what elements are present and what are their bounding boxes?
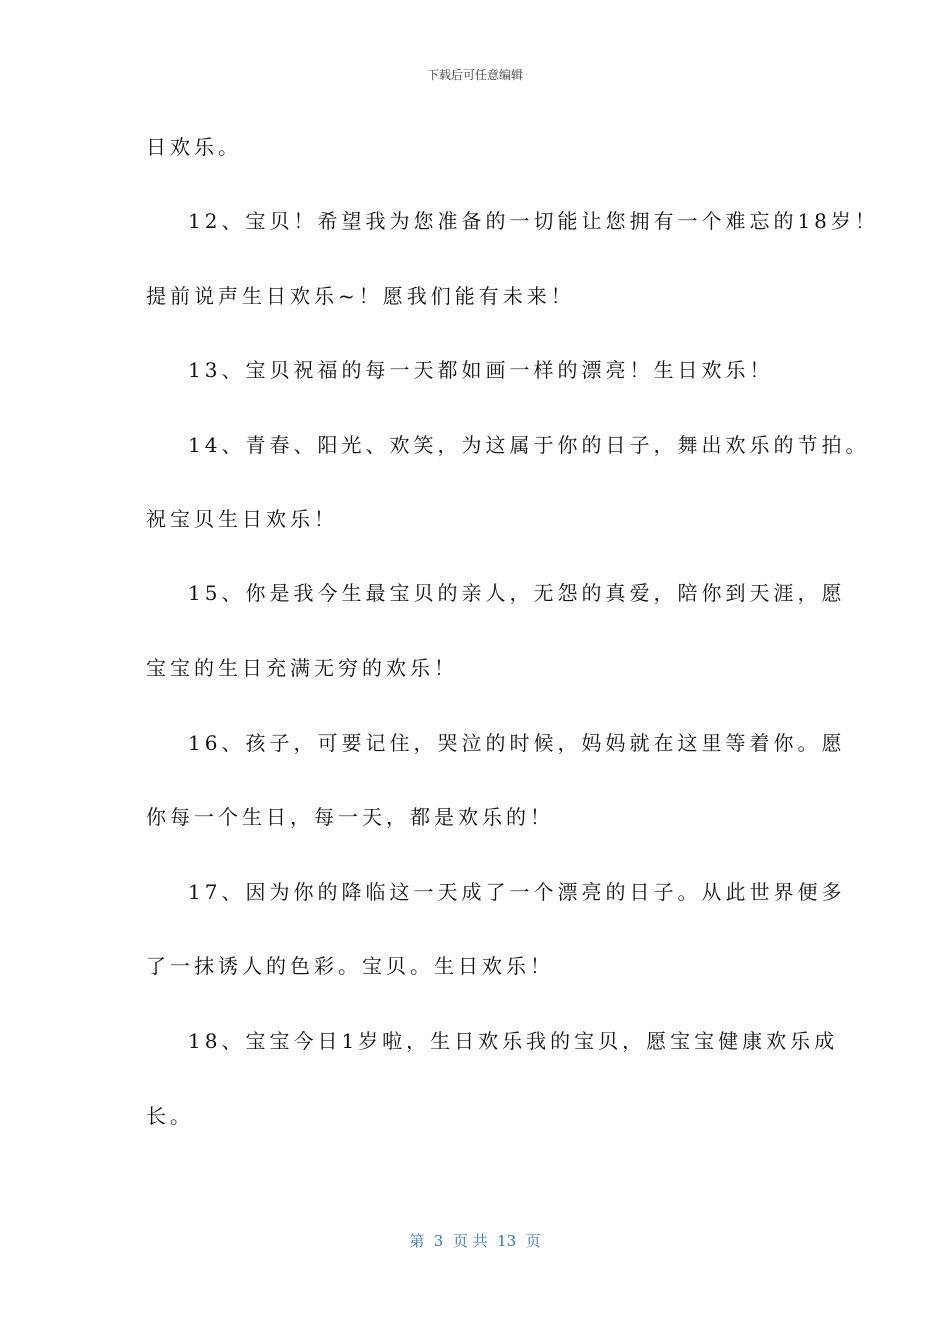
page-number-text: 第 3 页 共 13 页 xyxy=(409,1232,541,1250)
body-line: 17、因为你的降临这一天成了一个漂亮的日子。从此世界便多 xyxy=(188,880,846,904)
body-line: 了一抹诱人的色彩。宝贝。生日欢乐！ xyxy=(146,954,554,978)
body-line: 你每一个生日，每一天，都是欢乐的！ xyxy=(146,805,554,829)
body-line: 18、宝宝今日1岁啦，生日欢乐我的宝贝，愿宝宝健康欢乐成 xyxy=(188,1029,839,1053)
body-line: 提前说声生日欢乐~！愿我们能有未来！ xyxy=(146,284,575,308)
body-line: 祝宝贝生日欢乐！ xyxy=(146,507,338,531)
body-line: 14、青春、阳光、欢笑，为这属于你的日子，舞出欢乐的节拍。 xyxy=(188,433,870,457)
body-line: 13、宝贝祝福的每一天都如画一样的漂亮！生日欢乐！ xyxy=(188,358,774,382)
body-line: 宝宝的生日充满无穷的欢乐！ xyxy=(146,656,458,680)
body-line: 15、你是我今生最宝贝的亲人，无怨的真爱，陪你到天涯，愿 xyxy=(188,581,846,605)
body-line: 12、宝贝！希望我为您准备的一切能让您拥有一个难忘的18岁！ xyxy=(188,209,879,233)
body-line: 日欢乐。 xyxy=(146,135,242,159)
page-number-footer xyxy=(0,1230,950,1251)
page-header: 下载后可任意编辑 xyxy=(426,68,523,82)
body-line: 长。 xyxy=(146,1104,194,1128)
body-line: 16、孩子，可要记住，哭泣的时候，妈妈就在这里等着你。愿 xyxy=(188,731,846,755)
